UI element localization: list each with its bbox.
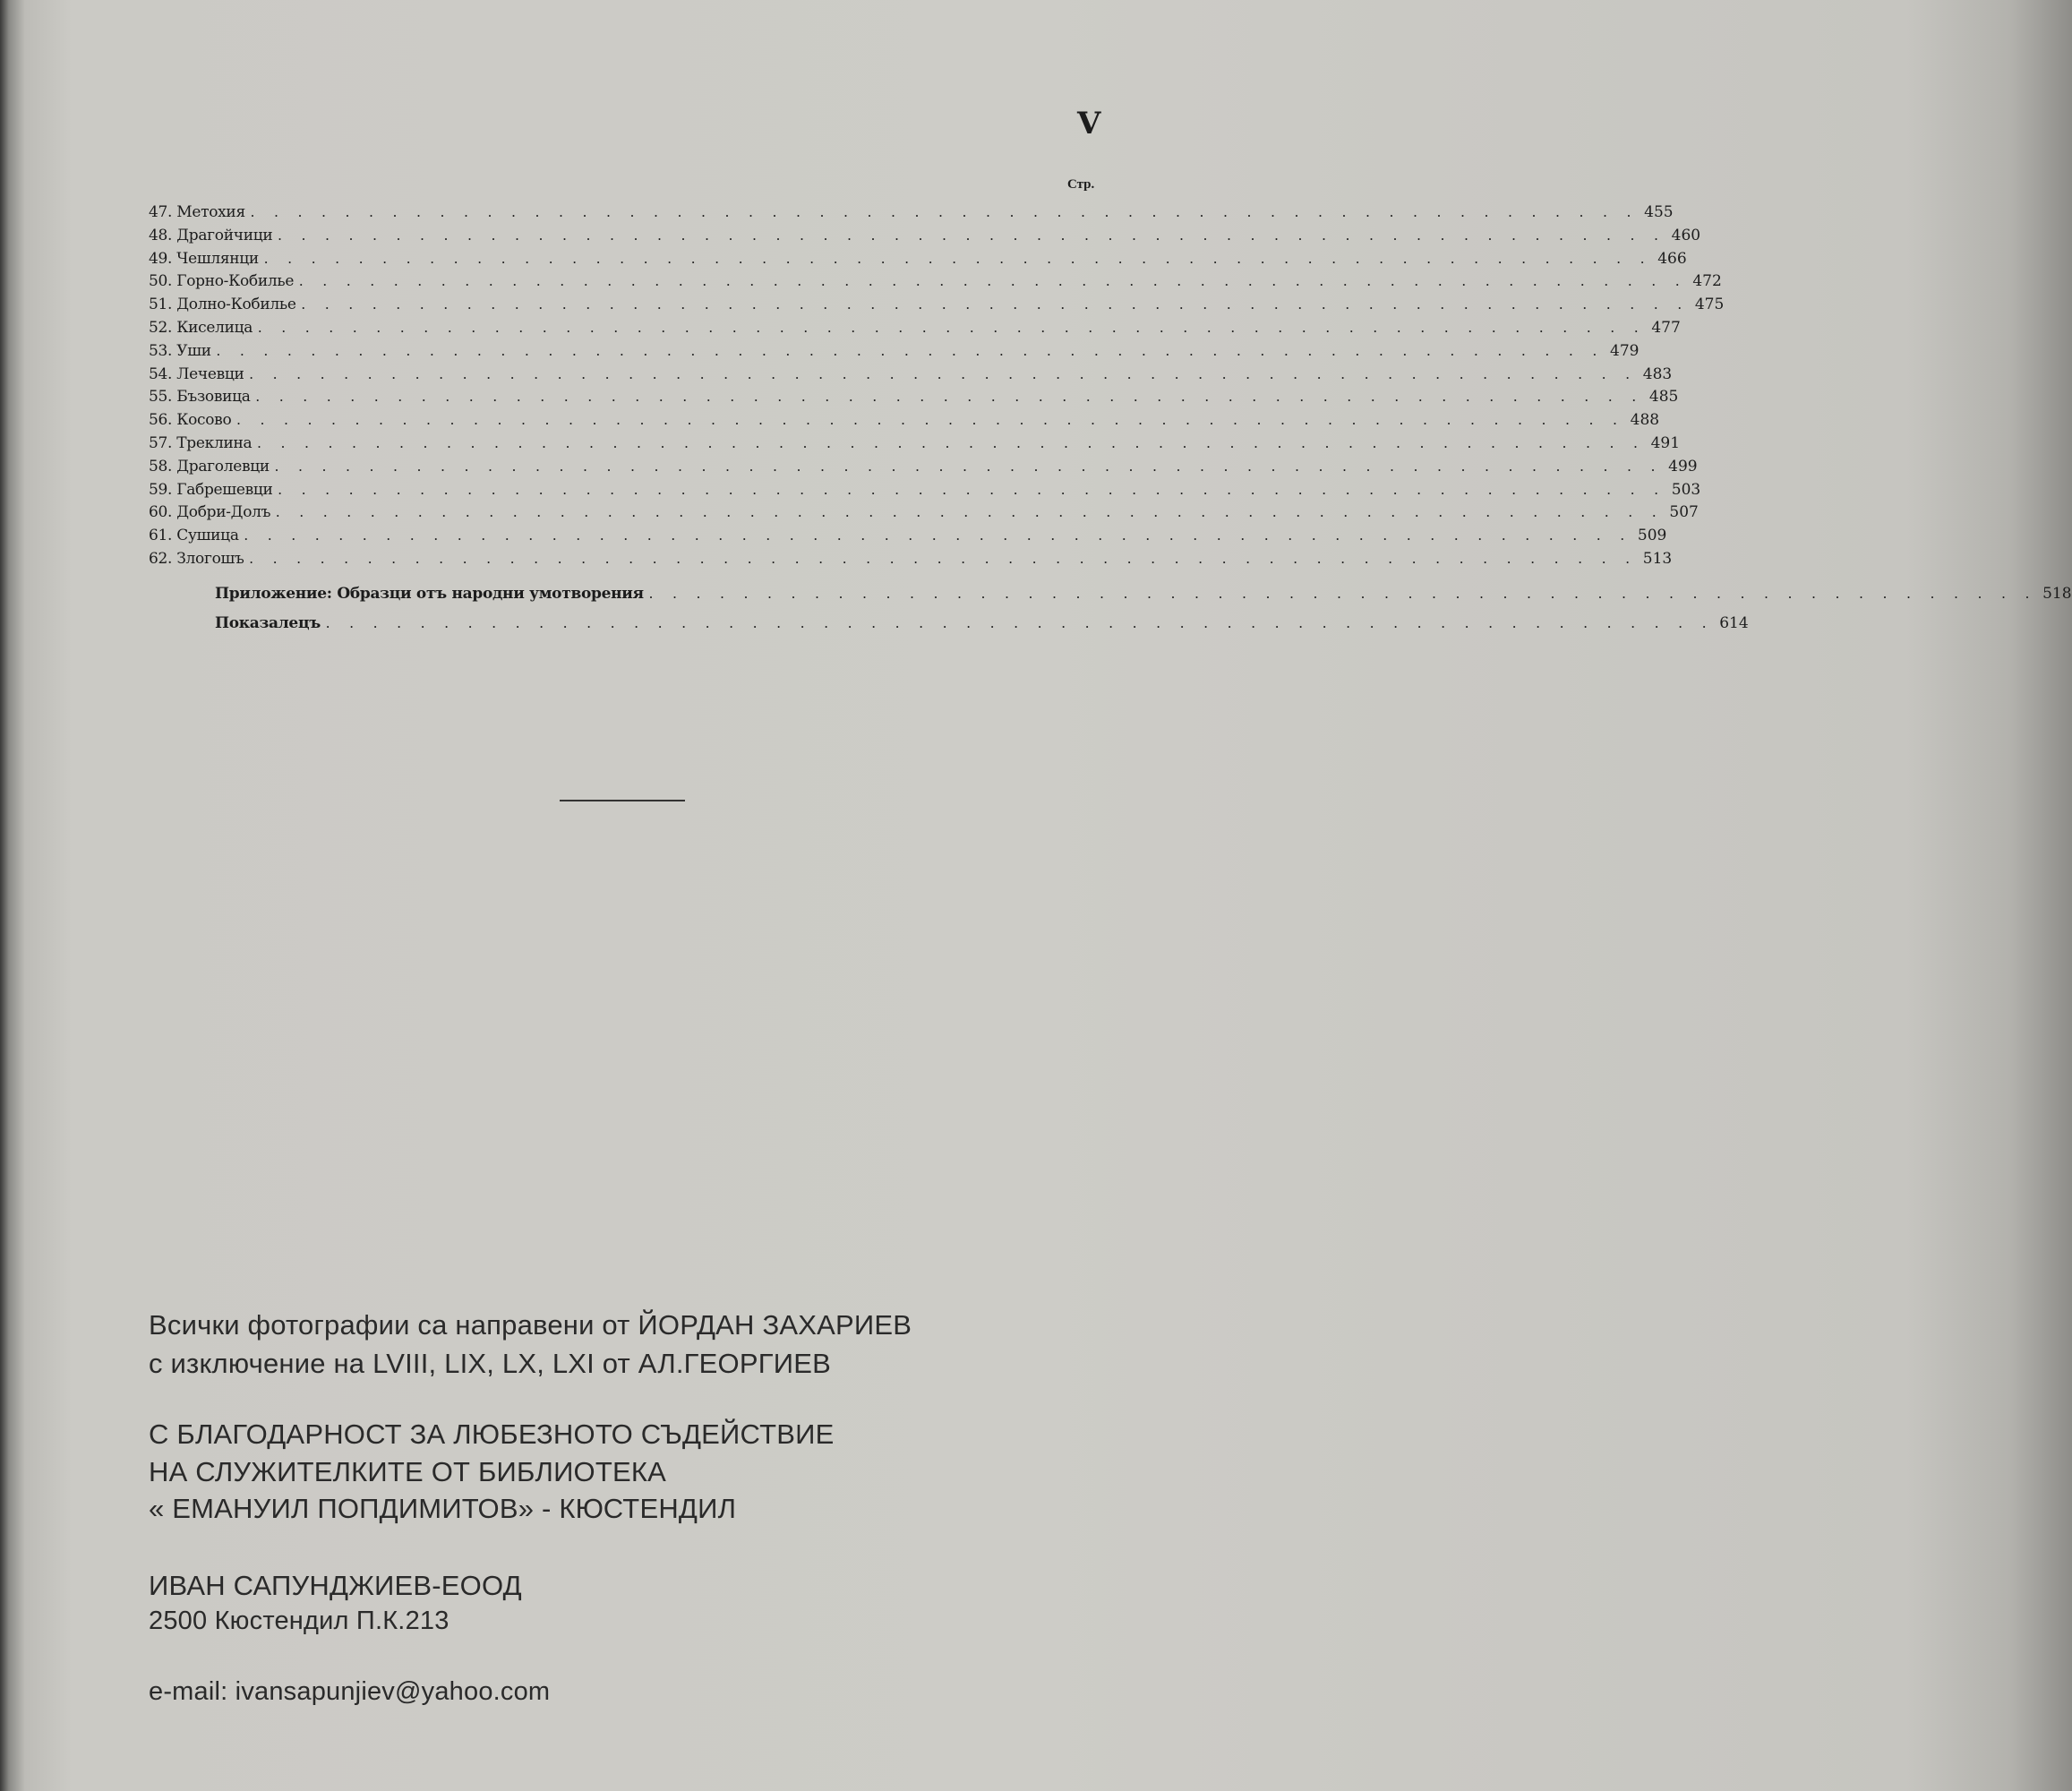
toc-page: 499 [1668,457,1698,476]
toc-label: 61. Сушица [149,527,239,545]
toc-leader: . . . . . . . . . . . . . . . . . . . . . . . . . . . . . . . . . . . . . . . . . . . . . . . . . . . . . . . . . . . [249,550,1638,567]
section-divider [560,800,685,801]
thanks-line-1: С БЛАГОДАРНОСТ ЗА ЛЮБЕЗНОТО СЪДЕЙСТВИЕ [149,1418,835,1450]
toc-page: 483 [1642,364,1673,383]
toc-leader: . . . . . . . . . . . . . . . . . . . . . . . . . . . . . . . . . . . . . . . . . . . . . . . . . . . . . . . . . . . [250,203,1640,220]
toc-row[interactable] [149,408,1660,432]
toc-leader: . . . . . . . . . . . . . . . . . . . . . . . . . . . . . . . . . . . . . . . . . . . . . . . . . . . . . . . . . . . [263,249,1653,267]
toc-label: 51. Долно-Кобилье [149,296,296,314]
toc-row[interactable] [149,270,1722,293]
toc-row[interactable] [149,201,1674,224]
toc-page: 455 [1644,203,1674,221]
toc-page: 513 [1642,550,1673,568]
toc-label: 57. Треклина [149,434,253,452]
toc-label: 53. Уши [149,341,211,360]
toc-row[interactable] [149,455,1698,478]
toc-label: 48. Драгойчици [149,226,273,244]
publisher-name: ИВАН САПУНДЖИЕВ-ЕООД [149,1570,522,1601]
toc-row[interactable] [149,224,1701,247]
toc-label: 62. Злогошъ [149,550,244,568]
thanks-line-2: НА СЛУЖИТЕЛКИТЕ ОТ БИБЛИОТЕКА [149,1456,667,1487]
toc-label: 47. Метохия [149,203,245,221]
toc-page: 472 [1692,272,1722,291]
toc-row[interactable] [149,316,1681,339]
toc-page: 507 [1669,503,1699,522]
toc-leader: . . . . . . . . . . . . . . . . . . . . . . . . . . . . . . . . . . . . . . . . . . . . . . . . . . . . . . . . . . . [325,614,1715,631]
toc-page: 509 [1637,527,1667,545]
toc-page: 485 [1648,388,1679,407]
toc-row[interactable] [149,247,1687,270]
toc-page: 491 [1650,434,1681,452]
toc-page: 614 [1719,614,1749,632]
toc-appendix[interactable] [215,582,2072,605]
toc-leader: . . . . . . . . . . . . . . . . . . . . . . . . . . . . . . . . . . . . . . . . . . . . . . . . . . . . . . . . . . . [276,503,1665,521]
toc-leader: . . . . . . . . . . . . . . . . . . . . . . . . . . . . . . . . . . . . . . . . . . . . . . . . . . . . . . . . . . . [236,411,1625,429]
toc-label: 60. Добри-Долъ [149,503,271,522]
toc-label: 55. Бъзовица [149,388,251,407]
toc-leader: . . . . . . . . . . . . . . . . . . . . . . . . . . . . . . . . . . . . . . . . . . . . . . . . . . . . . . . . . . . [301,296,1690,313]
toc-leader: . . . . . . . . . . . . . . . . . . . . . . . . . . . . . . . . . . . . . . . . . . . . . . . . . . . . . . . . . . . [249,364,1638,382]
toc-label: 56. Косово [149,411,232,430]
publisher-address: 2500 Кюстендил П.К.213 [149,1607,450,1635]
toc-page: 466 [1657,249,1687,268]
toc-page: 460 [1671,226,1701,244]
toc-row[interactable] [149,363,1673,386]
toc-row[interactable] [149,524,1667,547]
toc-leader: . . . . . . . . . . . . . . . . . . . . . . . . . . . . . . . . . . . . . . . . . . . . . . . . . . . . . . . . . . . [255,388,1644,406]
publisher-email: e-mail: ivansapunjiev@yahoo.com [149,1677,551,1706]
toc-label: 59. Габрешевци [149,480,273,499]
toc-row[interactable] [149,547,1673,570]
toc-row[interactable] [149,385,1679,408]
toc-leader: . . . . . . . . . . . . . . . . . . . . . . . . . . . . . . . . . . . . . . . . . . . . . . . . . . . . . . . . . . . [299,272,1688,290]
thanks-line-3: « ЕМАНУИЛ ПОПДИМИТОВ» - КЮСТЕНДИЛ [149,1493,737,1524]
toc-page: 518 [2042,585,2072,603]
toc-row[interactable] [149,432,1681,455]
page-column-header: Стр. [1067,177,1095,192]
toc-leader: . . . . . . . . . . . . . . . . . . . . . . . . . . . . . . . . . . . . . . . . . . . . . . . . . . . . . . . . . . . [216,341,1605,359]
toc-row[interactable] [149,478,1701,501]
toc-leader: . . . . . . . . . . . . . . . . . . . . . . . . . . . . . . . . . . . . . . . . . . . . . . . . . . . . . . . . . . . [648,585,2038,602]
toc-label: 49. Чешлянци [149,249,259,268]
photo-credit-line-2: с изключение на LVIII, LIX, LX, LXI от АЛ.ГЕОРГИЕВ [149,1348,831,1379]
toc-label: 50. Горно-Кобилье [149,272,295,291]
toc-row[interactable] [149,339,1640,363]
toc-page: 479 [1610,341,1640,360]
toc-leader: . . . . . . . . . . . . . . . . . . . . . . . . . . . . . . . . . . . . . . . . . . . . . . . . . . . . . . . . . . . [244,527,1632,544]
toc-index[interactable] [215,612,1749,635]
toc-label: 54. Лечевци [149,364,244,383]
toc-row[interactable] [149,501,1699,524]
toc-page: 503 [1671,480,1701,499]
toc-label: 52. Киселица [149,319,253,337]
toc-label: Приложение: Образци отъ народни умотворения [215,585,644,603]
toc-label: Показалецъ [215,614,321,632]
toc-label: 58. Драголевци [149,457,270,476]
toc-leader: . . . . . . . . . . . . . . . . . . . . . . . . . . . . . . . . . . . . . . . . . . . . . . . . . . . . . . . . . . . [274,457,1664,475]
toc-leader: . . . . . . . . . . . . . . . . . . . . . . . . . . . . . . . . . . . . . . . . . . . . . . . . . . . . . . . . . . . [258,319,1647,336]
page-number: V [1077,106,1101,141]
toc-leader: . . . . . . . . . . . . . . . . . . . . . . . . . . . . . . . . . . . . . . . . . . . . . . . . . . . . . . . . . . . [278,480,1666,498]
photo-credit-line-1: Всички фотографии са направени от ЙОРДАН ЗАХАРИЕВ [149,1309,912,1341]
toc-leader: . . . . . . . . . . . . . . . . . . . . . . . . . . . . . . . . . . . . . . . . . . . . . . . . . . . . . . . . . . . [257,434,1646,451]
toc-page: 488 [1630,411,1660,430]
toc-row[interactable] [149,293,1725,316]
toc-page: 475 [1694,296,1725,314]
toc-page: 477 [1651,319,1681,337]
toc-leader: . . . . . . . . . . . . . . . . . . . . . . . . . . . . . . . . . . . . . . . . . . . . . . . . . . . . . . . . . . . [278,226,1666,244]
